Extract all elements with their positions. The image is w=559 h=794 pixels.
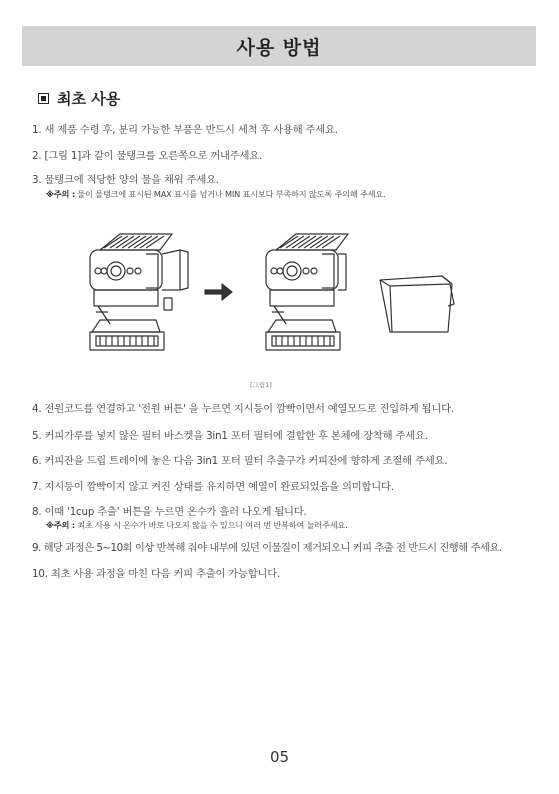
page-title: 사용 방법 (236, 36, 322, 59)
figure-caption: [그림1] (250, 381, 272, 389)
note-label: ※주의 : (46, 189, 75, 199)
right-arrow-icon (205, 284, 232, 300)
figure-1-illustration (80, 224, 470, 369)
page-header (22, 26, 536, 66)
step-3: 3. 물탱크에 적당한 양의 물을 채워 주세요. (32, 174, 219, 186)
water-tank (380, 276, 454, 332)
square-bullet-icon (38, 93, 49, 104)
step-8-note (46, 520, 348, 531)
step-3-note (46, 189, 386, 200)
step-4: 4. 전원코드를 연결하고 '전원 버튼' 을 누르면 지시등이 깜빡이면서 예열모드로 진입하게 됩니다. (32, 403, 454, 415)
step-9: 9. 해당 과정은 5~10회 이상 반복해 줘야 내부에 있던 이물질이 제거되오니 커피 추출 전 반드시 진행해 주세요. (32, 542, 502, 554)
step-1: 1. 새 제품 수령 후, 분리 가능한 부품은 반드시 세척 후 사용해 주세요. (32, 124, 338, 136)
page-number: 05 (269, 748, 290, 766)
step-7: 7. 지시등이 깜빡이지 않고 켜진 상태를 유지하면 예열이 완료되었음을 의미합니다. (32, 481, 394, 493)
note-text: 물이 물탱크에 표시된 MAX 표시를 넘거나 MIN 표시보다 부족하지 않도록 주의해 주세요. (74, 189, 386, 199)
note-label: ※주의 : (46, 520, 75, 530)
step-10: 10. 최초 사용 과정을 마친 다음 커피 추출이 가능합니다. (32, 568, 281, 580)
section-heading (38, 88, 120, 109)
step-6: 6. 커피잔을 드립 트레이에 놓은 다음 3in1 포터 필터 추출구가 커피잔에 향하게 조절해 주세요. (32, 455, 448, 467)
step-5: 5. 커피가루를 넣지 않은 필터 바스켓을 3in1 포터 필터에 결합한 후 본체에 장착해 주세요. (32, 430, 428, 442)
section-title: 최초 사용 (57, 90, 121, 108)
espresso-machine-without-tank (266, 234, 348, 350)
step-8: 8. 이때 '1cup 추출' 버튼을 누르면 온수가 흘러 나오게 됩니다. (32, 506, 307, 518)
espresso-machine-with-tank (90, 234, 188, 350)
step-2: 2. [그림 1]과 같이 물탱크를 오른쪽으로 꺼내주세요. (32, 150, 263, 162)
note-text: 최초 사용 시 온수가 바로 나오지 않을 수 있으니 여러 번 반복하여 눌러주세요. (74, 520, 348, 530)
